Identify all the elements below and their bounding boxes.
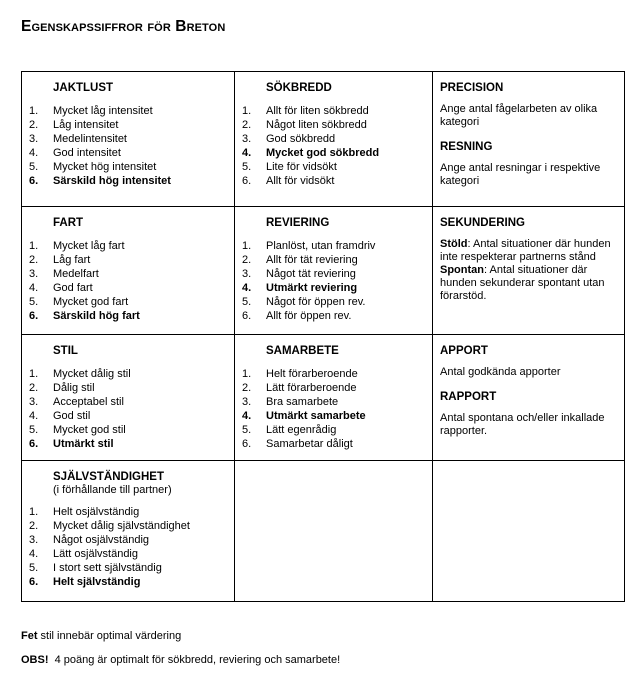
list-item xyxy=(242,295,424,309)
item-text: Mycket låg fart xyxy=(53,240,125,252)
item-text: Acceptabel stil xyxy=(53,396,124,408)
sokbredd-heading: SÖKBREDD xyxy=(266,82,332,94)
list-item xyxy=(29,423,226,437)
list-item xyxy=(29,575,226,589)
apport-heading: APPORT xyxy=(440,345,488,357)
list-item xyxy=(242,409,424,423)
item-text: Bra samarbete xyxy=(266,396,339,408)
footer-line2-text: 4 poäng är optimalt för sökbredd, reviering och samarbete! xyxy=(48,654,341,666)
item-text: Helt osjälvständig xyxy=(53,506,140,518)
cell-reviering xyxy=(235,207,433,335)
list-item xyxy=(29,295,226,309)
item-number: 1. xyxy=(29,506,39,518)
item-number: 5. xyxy=(242,161,252,173)
item-number: 4. xyxy=(242,147,252,159)
stold-label: Stöld xyxy=(440,238,468,250)
stold-text: : Antal situationer där hunden inte respekterar partnerns stånd xyxy=(440,238,611,263)
item-text: Lätt osjälvständig xyxy=(53,548,138,560)
item-text: Mycket dålig självständighet xyxy=(53,520,190,532)
list-item xyxy=(242,281,424,295)
item-number: 6. xyxy=(242,175,252,187)
item-number: 1. xyxy=(242,105,252,117)
item-number: 3. xyxy=(242,133,252,145)
list-item xyxy=(242,239,424,253)
cell-jaktlust xyxy=(22,72,235,207)
item-text: I stort sett självständig xyxy=(53,562,162,574)
list-item xyxy=(242,104,424,118)
list-item xyxy=(242,367,424,381)
item-number: 2. xyxy=(242,382,252,394)
list-item xyxy=(242,160,424,174)
item-number: 1. xyxy=(29,368,39,380)
footer-bold-word: Fet xyxy=(21,630,38,642)
cell-stil xyxy=(22,335,235,461)
footer-obs-label: OBS! xyxy=(21,654,49,666)
item-text: God fart xyxy=(53,282,93,294)
list-item xyxy=(242,267,424,281)
item-number: 3. xyxy=(29,396,39,408)
list-item xyxy=(242,174,424,188)
list-item xyxy=(242,381,424,395)
cell-apport-rapport xyxy=(433,335,625,461)
item-number: 4. xyxy=(29,282,39,294)
item-number: 3. xyxy=(242,268,252,280)
list-item xyxy=(29,519,226,533)
item-number: 6. xyxy=(29,576,39,588)
samarbete-heading: SAMARBETE xyxy=(266,345,339,357)
cell-empty-middle xyxy=(235,461,433,602)
item-number: 4. xyxy=(29,548,39,560)
list-item xyxy=(29,160,226,174)
list-item xyxy=(29,281,226,295)
list-item xyxy=(242,132,424,146)
list-item xyxy=(29,547,226,561)
cell-samarbete xyxy=(235,335,433,461)
list-item xyxy=(29,132,226,146)
cell-empty-right xyxy=(433,461,625,602)
item-number: 3. xyxy=(29,534,39,546)
item-text: Lätt egenrådig xyxy=(266,424,337,436)
stil-heading: STIL xyxy=(53,345,78,357)
stil-list xyxy=(29,367,226,451)
sekundering-heading: SEKUNDERING xyxy=(440,217,525,229)
item-number: 5. xyxy=(29,562,39,574)
list-item xyxy=(29,561,226,575)
resning-text: Ange antal resningar i respektive kategori xyxy=(440,162,601,187)
reviering-heading: REVIERING xyxy=(266,217,330,229)
item-text: Utmärkt stil xyxy=(53,438,114,450)
item-number: 6. xyxy=(29,175,39,187)
item-text: Medelfart xyxy=(53,268,99,280)
list-item xyxy=(29,367,226,381)
jaktlust-list xyxy=(29,104,226,188)
list-item xyxy=(242,118,424,132)
item-text: Samarbetar dåligt xyxy=(266,438,353,450)
item-text: Mycket dålig stil xyxy=(53,368,131,380)
item-text: Mycket hög intensitet xyxy=(53,161,157,173)
item-number: 1. xyxy=(242,368,252,380)
item-text: Mycket god fart xyxy=(53,296,129,308)
list-item xyxy=(29,104,226,118)
list-item xyxy=(29,395,226,409)
item-text: Dålig stil xyxy=(53,382,95,394)
item-number: 4. xyxy=(242,410,252,422)
item-number: 1. xyxy=(29,105,39,117)
samarbete-list xyxy=(242,367,424,451)
item-number: 1. xyxy=(29,240,39,252)
item-number: 2. xyxy=(29,382,39,394)
list-item xyxy=(29,381,226,395)
apport-text: Antal godkända apporter xyxy=(440,366,561,378)
item-text: Helt självständig xyxy=(53,576,141,588)
precision-heading: PRECISION xyxy=(440,82,504,94)
item-text: Låg fart xyxy=(53,254,91,266)
item-text: Mycket god stil xyxy=(53,424,126,436)
item-text: Utmärkt samarbete xyxy=(266,410,366,422)
list-item xyxy=(29,118,226,132)
item-text: Något tät reviering xyxy=(266,268,356,280)
list-item xyxy=(29,437,226,451)
footer-note-bold xyxy=(21,630,181,642)
item-text: God sökbredd xyxy=(266,133,336,145)
list-item xyxy=(242,309,424,323)
item-text: Allt för liten sökbredd xyxy=(266,105,369,117)
item-number: 2. xyxy=(242,254,252,266)
item-number: 3. xyxy=(29,133,39,145)
list-item xyxy=(29,174,226,188)
item-number: 6. xyxy=(29,438,39,450)
item-text: Särskild hög intensitet xyxy=(53,175,171,187)
sokbredd-list xyxy=(242,104,424,188)
item-number: 3. xyxy=(242,396,252,408)
item-text: Låg intensitet xyxy=(53,119,119,131)
list-item xyxy=(29,267,226,281)
item-number: 5. xyxy=(29,424,39,436)
item-text: Allt för tät reviering xyxy=(266,254,358,266)
list-item xyxy=(29,309,226,323)
item-text: Mycket god sökbredd xyxy=(266,147,380,159)
item-text: Utmärkt reviering xyxy=(266,282,358,294)
item-text: Något liten sökbredd xyxy=(266,119,367,131)
stold-description xyxy=(440,238,616,264)
list-item xyxy=(242,146,424,160)
cell-sekundering xyxy=(433,207,625,335)
item-text: Planlöst, utan framdriv xyxy=(266,240,376,252)
sjalvstandighet-heading: SJÄLVSTÄNDIGHET xyxy=(53,471,164,483)
item-text: Helt förarberoende xyxy=(266,368,358,380)
fart-heading: FART xyxy=(53,217,84,229)
list-item xyxy=(242,437,424,451)
item-text: Särskild hög fart xyxy=(53,310,140,322)
footer-line1-text: stil innebär optimal värdering xyxy=(37,630,182,642)
item-text: Mycket låg intensitet xyxy=(53,105,153,117)
item-number: 2. xyxy=(29,254,39,266)
item-number: 5. xyxy=(29,161,39,173)
cell-fart xyxy=(22,207,235,335)
item-number: 5. xyxy=(242,296,252,308)
cell-precision-resning xyxy=(433,72,625,207)
spontan-description xyxy=(440,264,616,303)
item-number: 6. xyxy=(242,438,252,450)
item-text: Lite för vidsökt xyxy=(266,161,337,173)
properties-table xyxy=(21,71,625,602)
spontan-text: : Antal situationer där hunden sekunderar spontant utan förarstöd. xyxy=(440,264,605,302)
jaktlust-heading: JAKTLUST xyxy=(53,82,114,94)
item-number: 3. xyxy=(29,268,39,280)
list-item xyxy=(29,253,226,267)
item-text: Lätt förarberoende xyxy=(266,382,357,394)
item-text: Allt för öppen rev. xyxy=(266,310,352,322)
list-item xyxy=(29,533,226,547)
item-text: Något osjälvständig xyxy=(53,534,150,546)
list-item xyxy=(29,505,226,519)
rapport-heading: RAPPORT xyxy=(440,391,497,403)
precision-text: Ange antal fågelarbeten av olika kategori xyxy=(440,103,598,128)
spontan-label: Spontan xyxy=(440,264,484,276)
item-text: Medelintensitet xyxy=(53,133,127,145)
list-item xyxy=(242,423,424,437)
item-number: 2. xyxy=(29,520,39,532)
list-item xyxy=(242,395,424,409)
item-number: 4. xyxy=(242,282,252,294)
sjalvstandighet-subheading: (i förhållande till partner) xyxy=(53,484,172,496)
list-item xyxy=(242,253,424,267)
item-number: 1. xyxy=(242,240,252,252)
cell-sjalvstandighet xyxy=(22,461,235,602)
item-number: 6. xyxy=(29,310,39,322)
item-number: 2. xyxy=(242,119,252,131)
page-title: Egenskapssiffror för Breton xyxy=(21,18,226,35)
list-item xyxy=(29,239,226,253)
list-item xyxy=(29,146,226,160)
footer-note-obs xyxy=(21,654,340,666)
item-text: God stil xyxy=(53,410,91,422)
item-text: Något för öppen rev. xyxy=(266,296,366,308)
item-number: 4. xyxy=(29,410,39,422)
item-number: 2. xyxy=(29,119,39,131)
sjalvstandighet-list xyxy=(29,505,226,589)
rapport-text: Antal spontana och/eller inkallade rapporter. xyxy=(440,412,605,437)
cell-sokbredd xyxy=(235,72,433,207)
item-number: 6. xyxy=(242,310,252,322)
resning-heading: RESNING xyxy=(440,141,493,153)
item-number: 5. xyxy=(242,424,252,436)
fart-list xyxy=(29,239,226,323)
item-text: Allt för vidsökt xyxy=(266,175,335,187)
reviering-list xyxy=(242,239,424,323)
item-number: 5. xyxy=(29,296,39,308)
list-item xyxy=(29,409,226,423)
item-text: God intensitet xyxy=(53,147,121,159)
item-number: 4. xyxy=(29,147,39,159)
